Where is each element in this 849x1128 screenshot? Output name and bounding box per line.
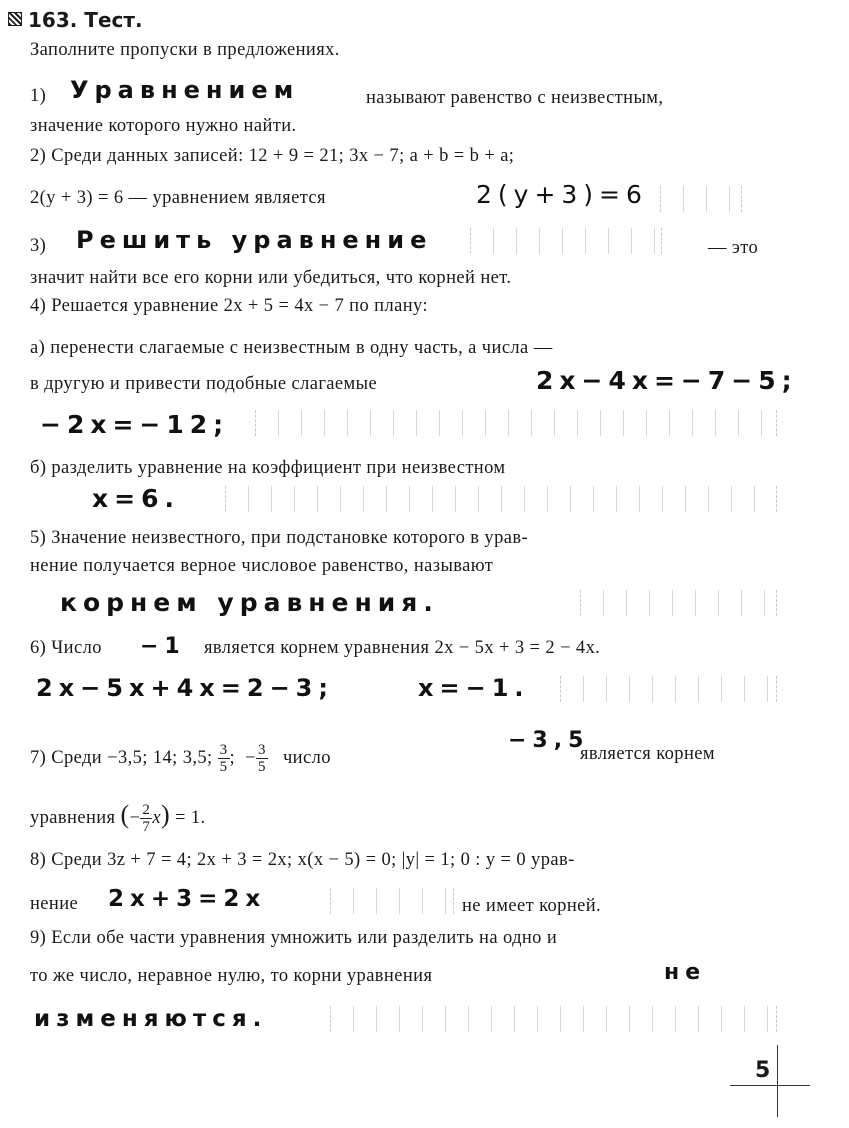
q7-f3-sign: −: [129, 808, 141, 828]
q7-f1-den: 5: [219, 759, 228, 775]
q9-answer2: изменяются.: [34, 1006, 268, 1032]
q1-num: 1): [30, 86, 47, 106]
q4-a-line1: а) перенести слагаемые с неизвестным в одну часть, а числа —: [30, 338, 553, 358]
q8-line1: 8) Среди 3z + 7 = 4; 2x + 3 = 2x; x(x − 5) = 0; |y| = 1; 0 : y = 0 урав-: [30, 850, 575, 870]
q1-text: называют равенство с неизвестным,: [366, 88, 664, 108]
q7-answer: −3,5: [508, 728, 590, 753]
q6-answer: −1: [140, 634, 186, 659]
q5-answer: корнем уравнения.: [60, 588, 439, 617]
q7-fraction-3: [140, 802, 152, 835]
q4-a-answer2: −2x=−12;: [40, 410, 230, 439]
q5-blank: [580, 590, 777, 616]
q7-f2-num: 3: [257, 742, 266, 758]
q4-line1: 4) Решается уравнение 2x + 5 = 4x − 7 по плану:: [30, 296, 428, 316]
q7-line2-x: x: [152, 808, 161, 828]
q7-line2: уравнения (− $\frac{2}{7}$ x) = 1.: [30, 800, 206, 836]
exercise-marker-icon: [8, 12, 22, 26]
q7-fraction-1: [218, 742, 230, 775]
q2-line1: 2) Среди данных записей: 12 + 9 = 21; 3x − 7; a + b = b + a;: [30, 146, 515, 166]
q7-f3-num: 2: [142, 802, 151, 819]
q7-text: является корнем: [580, 744, 715, 764]
q7-f1-num: 3: [219, 742, 228, 758]
q4-a-blank: [255, 410, 777, 436]
q5-line1: 5) Значение неизвестного, при подстановке которого в урав-: [30, 528, 529, 548]
q7-line2-c: = 1.: [175, 808, 206, 828]
page-number-divider-h: [730, 1085, 810, 1086]
q6-text: является корнем уравнения 2x − 5x + 3 = 2 − 4x.: [204, 638, 601, 658]
exercise-title-text: 163. Тест.: [28, 8, 143, 32]
q7-fraction-2: [256, 742, 268, 775]
q7-line2-a: уравнения: [30, 808, 116, 828]
q2-blank: [660, 186, 742, 212]
q3-blank: [470, 228, 662, 254]
q3-text2: значит найти все его корни или убедиться, что корней нет.: [30, 268, 512, 288]
instruction: Заполните пропуски в предложениях.: [30, 40, 340, 60]
q9-blank: [330, 1006, 777, 1032]
q1-text2: значение которого нужно найти.: [30, 116, 297, 136]
q6-prefix: 6) Число: [30, 638, 102, 658]
q9-line2: то же число, неравное нулю, то корни уравнения: [30, 966, 433, 986]
q3-dash: — это: [708, 238, 759, 258]
q8-answer: 2x+3=2x: [108, 886, 267, 912]
q3-answer: Решить уравнение: [76, 226, 433, 254]
q4-a-line2: в другую и привести подобные слагаемые: [30, 374, 378, 394]
q7-line1: [30, 742, 331, 775]
q7-f2-den: 5: [257, 759, 266, 775]
q7-f3-den: 7: [142, 819, 151, 836]
q8-blank: [330, 888, 454, 914]
q4-b-line: б) разделить уравнение на коэффициент при неизвестном: [30, 458, 506, 478]
q4-b-blank: [225, 486, 777, 512]
q7-sep: ;: [229, 747, 236, 768]
q2-answer: 2(y+3)=6: [476, 180, 648, 209]
q3-num: 3): [30, 236, 47, 256]
q9-line1: 9) Если обе части уравнения умножить или разделить на одно и: [30, 928, 558, 948]
q8-prefix2: нение: [30, 894, 79, 914]
q2-line2: 2(y + 3) = 6 — уравнением является: [30, 188, 326, 208]
q7-word: число: [282, 747, 331, 768]
q9-answer1: не: [664, 960, 707, 985]
q7-f2-sign: −: [245, 747, 256, 768]
exercise-title: [8, 8, 143, 32]
q1-answer: Уравнением: [70, 76, 300, 104]
page-number: 5: [755, 1058, 771, 1083]
q6-work2: x=−1.: [418, 674, 530, 702]
q8-text2: не имеет корней.: [462, 896, 602, 916]
q5-line2: нение получается верное числовое равенство, называют: [30, 556, 494, 576]
q6-blank: [560, 676, 777, 702]
page-number-divider-v: [777, 1045, 778, 1117]
q4-a-answer1: 2x−4x=−7−5;: [536, 366, 798, 395]
q6-work: 2x−5x+4x=2−3;: [36, 674, 334, 702]
q4-b-answer: x=6.: [92, 484, 180, 513]
q7-prefix: 7) Среди −3,5; 14; 3,5;: [30, 747, 213, 768]
